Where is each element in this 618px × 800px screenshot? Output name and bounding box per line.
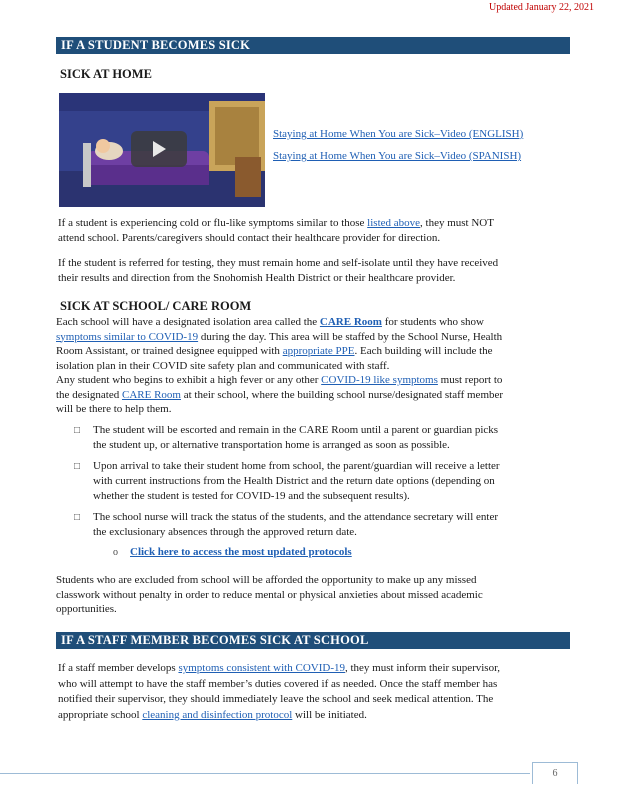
footer-divider (0, 773, 530, 774)
appropriate-ppe-link[interactable]: appropriate PPE (282, 345, 355, 357)
care-room-link-2[interactable]: CARE Room (121, 388, 181, 401)
staff-paragraph: If a staff member develops symptoms consistent with COVID-19, they must inform their supervisor, who will attempt to have the staff member’s duties covered if as needed. Once the staff member has notified their supervisor, they should immediately leave the school and seek medical attention. The appropriate school cleaning and disinfection protocol will be initiated. (58, 662, 501, 721)
section-header-student-sick: IF A STUDENT BECOMES SICK (56, 37, 570, 54)
protocols-link[interactable]: Click here to access the most updated protocols (130, 546, 352, 558)
cleaning-protocol-link[interactable]: cleaning and disinfection protocol (142, 708, 293, 721)
bullet-marker-1: □ (74, 425, 81, 436)
video-link-spanish[interactable]: Staying at Home When You are Sick–Video (SPANISH) (273, 150, 522, 162)
sick-home-paragraph-2: If the student is referred for testing, they must remain home and self-isolate until they have received their results and direction from the Snohomish Health District or their healthcare provider. (58, 257, 499, 284)
video-link-english[interactable]: Staying at Home When You are Sick–Video (ENGLISH) (273, 128, 524, 140)
bullet-marker-3: □ (74, 512, 81, 523)
sick-home-paragraph-1: If a student is experiencing cold or flu-like symptoms similar to those listed above, they must NOT attend school. Parents/caregivers should contact their healthcare provider for direction. (58, 217, 494, 244)
heading-sick-at-school: SICK AT SCHOOL/ CARE ROOM (60, 299, 252, 313)
listed-above-link[interactable]: listed above (367, 217, 421, 229)
bullet-item-3: The school nurse will track the status of the students, and the attendance secretary will enter the exclusionary absences through the approved return date. (93, 511, 499, 538)
updated-date: Updated January 22, 2021 (489, 2, 594, 13)
symptoms-consistent-link[interactable]: symptoms consistent with COVID-19 (178, 662, 345, 674)
page-number: 6 (532, 762, 578, 784)
bullet-item-2: Upon arrival to take their student home from school, the parent/guardian will receive a letter with current instructions from the Health District and the return date options (depending on whether the student is tested for COVID-19 and the subsequent results). (93, 460, 500, 502)
sick-school-paragraph-1: Each school will have a designated isolation area called the CARE Room for students who show symptoms similar to COVID-19 during the day. This area will be staffed by the School Nurse, Health Room Assistant, or trained designee equipped with appropriate PPE. Each building will include the isolation plan in their COVID site safety plan and communicated with staff. Any student who begins to exhibit a high fever or any other COVID-19 like symptoms must report to the designated CARE Room at their school, where the building school nurse/designated staff member will be there to help them. (56, 316, 504, 415)
symptoms-covid-link[interactable]: symptoms similar to COVID-19 (56, 330, 199, 343)
video-thumbnail[interactable] (59, 93, 265, 207)
bullet-marker-2: □ (74, 461, 81, 472)
sub-bullet-marker: o (113, 547, 118, 558)
sick-school-paragraph-3: Students who are excluded from school will be afforded the opportunity to make up any missed classwork without penalty in order to reduce mental or physical anxieties about missed academic opportunities. (56, 574, 483, 615)
care-room-link[interactable]: CARE Room (319, 316, 382, 328)
section-header-staff-sick: IF A STAFF MEMBER BECOMES SICK AT SCHOOL (56, 632, 570, 649)
heading-sick-at-home: SICK AT HOME (60, 67, 152, 81)
bullet-item-1: The student will be escorted and remain in the CARE Room until a parent or guardian picks the student up, or alternative transportation home is arranged as soon as possible. (93, 424, 499, 451)
play-button[interactable] (131, 131, 187, 167)
covid-like-symptoms-link[interactable]: COVID-19 like symptoms (321, 374, 438, 386)
